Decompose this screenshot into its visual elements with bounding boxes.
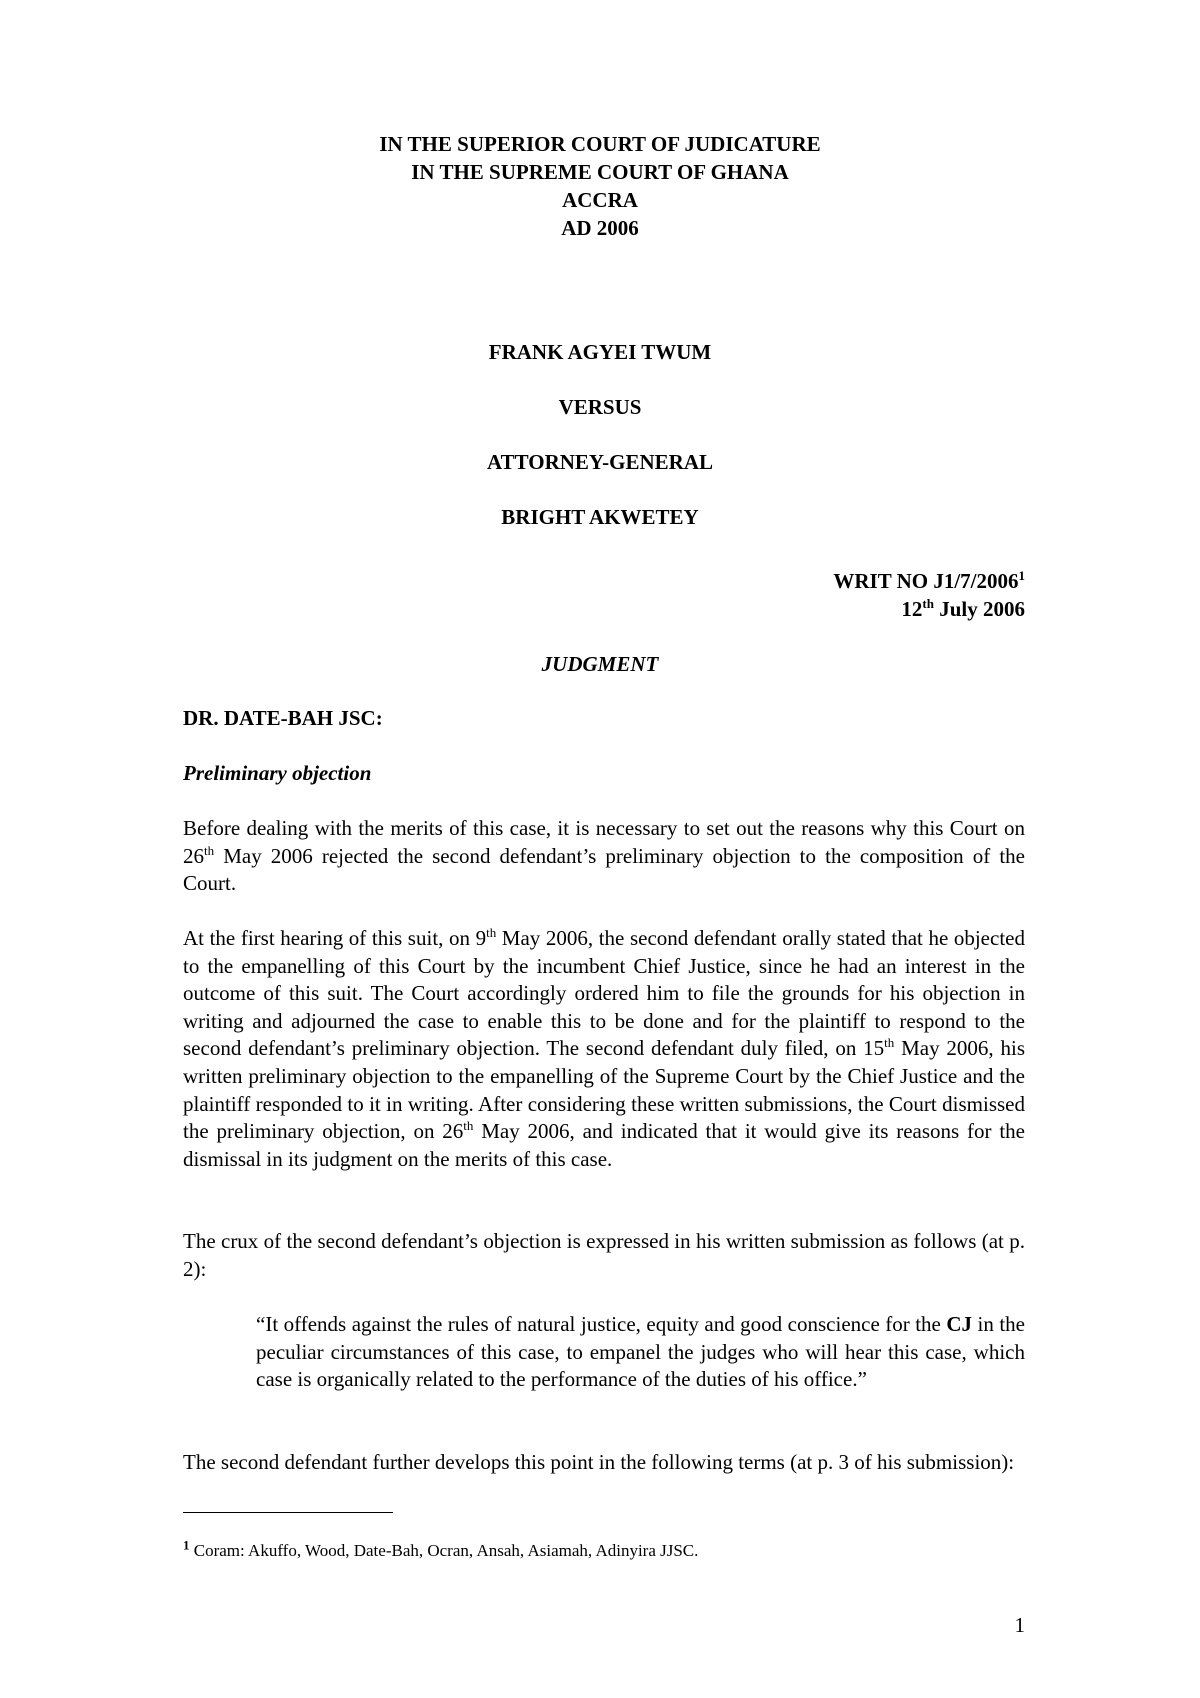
paragraph-1-sup: th [204,842,215,858]
paragraph-2-text-a: At the first hearing of this suit, on 9 [183,926,487,950]
judgment-date-day: 12 [901,597,923,621]
paragraph-2-sup-1: th [486,925,497,940]
court-heading-line-4: AD 2006 [561,216,639,240]
court-heading [0,130,1200,242]
court-heading-line-2: IN THE SUPREME COURT OF GHANA [411,160,789,184]
paragraph-2 [183,925,1025,1173]
judgment-date-suffix: th [922,596,934,611]
paragraph-1-text-b: May 2006 rejected the second defendant’s preliminary objection to the composition of the Court. [183,843,1025,896]
block-quote-bold: CJ [946,1312,973,1336]
paragraph-2-text-d: May 2006, and indicated that it would give its reasons for the dismissal in its judgment on the merits of this case. [183,1119,1025,1171]
page-number: 1 [1014,1613,1025,1637]
paragraph-2-sup-3: th [463,1118,474,1134]
footnote-text: Coram: Akuffo, Wood, Date-Bah, Ocran, Ansah, Asiamah, Adinyira JJSC. [189,1541,699,1560]
paragraph-3: The crux of the second defendant’s objection is expressed in his written submission as follows (at p. 2): [183,1229,1025,1281]
paragraph-1-text-a: Before dealing with the merits of this case, it is necessary to set out the reasons why this Court on 26 [183,816,1025,868]
footnote-marker: 1 [183,1537,190,1553]
footnote-separator [183,1512,393,1513]
paragraph-1 [183,815,1025,898]
court-heading-line-1: IN THE SUPERIOR COURT OF JUDICATURE [379,132,821,156]
block-quote-text-b: in the peculiar circumstances of this case, to empanel the judges who will hear this case, which case is organically related to the performance of the duties of his office.” [256,1312,1025,1392]
judge-name: DR. DATE-BAH JSC: [183,706,383,730]
footnote-reference: 1 [1018,568,1025,583]
block-quote [256,1311,1025,1394]
footnote [183,1537,699,1562]
judgment-date [901,595,1025,623]
first-defendant-name: ATTORNEY-GENERAL [487,450,713,474]
plaintiff-name: FRANK AGYEI TWUM [488,340,712,364]
judgment-title: JUDGMENT [541,652,659,676]
paragraph-2-sup-2: th [884,1035,895,1051]
paragraph-2-text-c: May 2006, his written preliminary objection to the empanelling of the Supreme Court by the Chief Justice and the plaintiff responded to it in writing. After considering these written submissions, the Court dismissed the preliminary objection, on 26 [183,1036,1026,1144]
paragraph-4: The second defendant further develops this point in the following terms (at p. 3 of his submission): [183,1450,1015,1474]
judgment-date-rest: July 2006 [933,597,1025,621]
block-quote-text-a: “It offends against the rules of natural justice, equity and good conscience for the [256,1312,947,1336]
writ-number [833,567,1025,595]
writ-number-text: WRIT NO J1/7/2006 [833,569,1019,593]
second-defendant-name: BRIGHT AKWETEY [501,505,699,529]
paragraph-2-text-b: May 2006, the second defendant orally stated that he objected to the empanelling of this Court by the incumbent Chief Justice, since he had an interest in the outcome of this suit. The Court accordingly ordered him to file the grounds for his objection in writing and adjourned the case to enable this to be done and for the plaintiff to respond to the second defendant’s preliminary objection. The second defendant duly filed, on 15 [183,926,1025,1061]
court-heading-line-3: ACCRA [562,188,638,212]
versus-label: VERSUS [558,395,642,419]
section-heading: Preliminary objection [183,761,372,785]
